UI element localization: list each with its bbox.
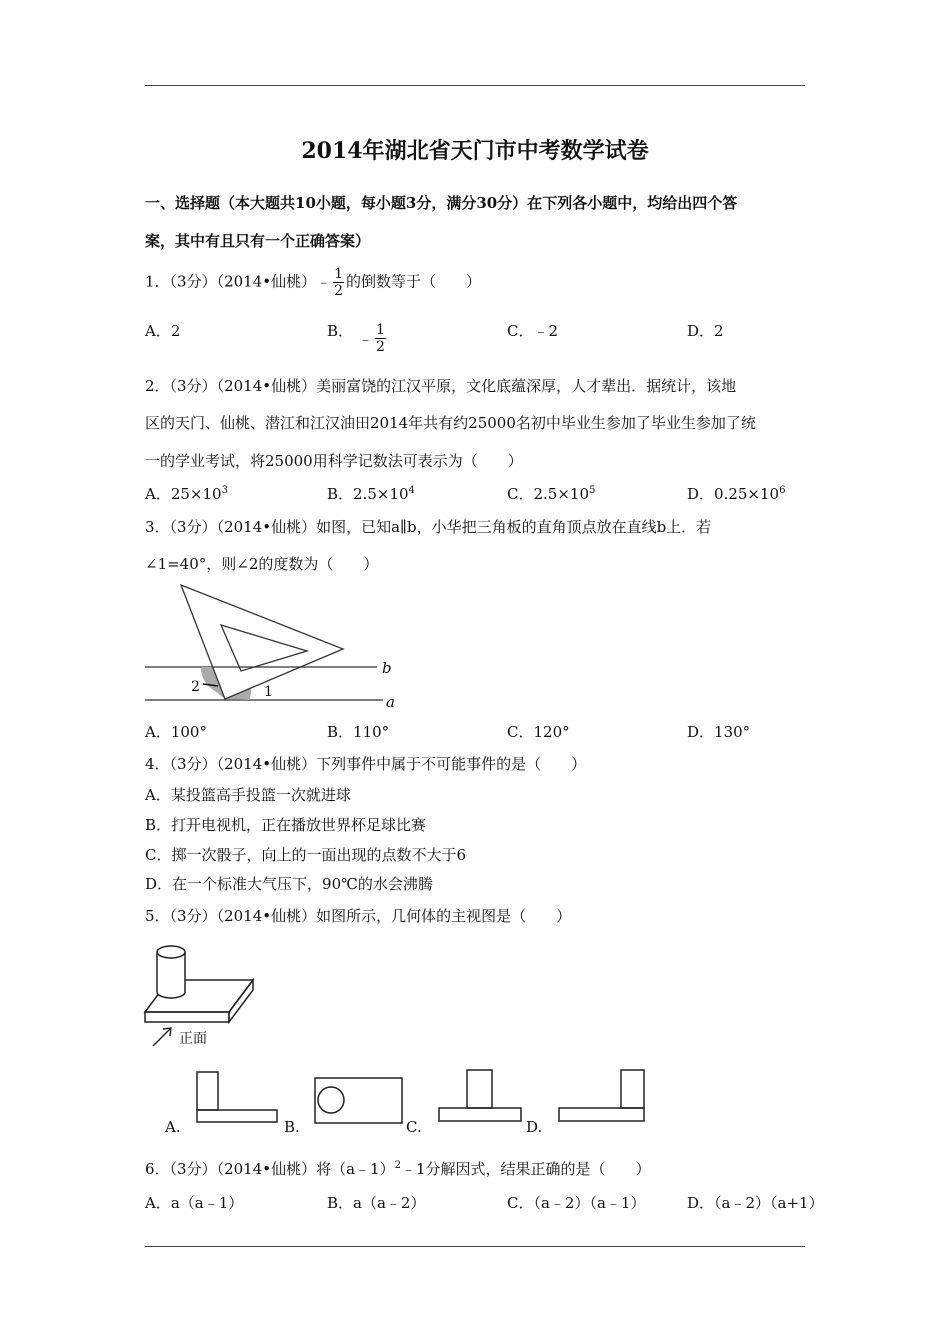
front-arrow — [153, 1028, 171, 1046]
q5-option-b-label: B. — [284, 1118, 300, 1136]
q5-option-a-figure — [195, 1070, 280, 1125]
q2-option-c — [507, 483, 595, 504]
b-base — [315, 1078, 402, 1123]
q2-option-a-base: A．25×10 — [145, 485, 222, 503]
q2-option-b-exp: 4 — [408, 485, 415, 496]
q2-line3: 一的学业考试，将25000用科学记数法可表示为（ ） — [145, 452, 523, 470]
q2-option-a — [145, 483, 228, 504]
q6-option-b: B．a（a﹣2） — [327, 1194, 426, 1212]
front-label: 正面 — [179, 1031, 207, 1047]
q3-figure — [145, 583, 410, 713]
q6-exponent: 2 — [394, 1160, 401, 1171]
q2-option-b-base: B．2.5×10 — [327, 485, 409, 503]
q3-option-b: B．110° — [327, 723, 390, 741]
angle-2-shade — [201, 667, 225, 699]
cylinder-top — [157, 946, 185, 958]
section-heading-line1: 一、选择题（本大题共10小题，每小题3分，满分30分）在下列各小题中，均给出四个答 — [145, 194, 738, 212]
label-a: a — [386, 693, 395, 711]
q1-option-b-fraction — [375, 322, 386, 355]
q2-option-d — [687, 483, 785, 504]
q2-option-d-exp: 6 — [779, 485, 786, 496]
q6-stem — [145, 1158, 651, 1179]
c-base — [439, 1108, 521, 1121]
q3-option-d: D．130° — [687, 723, 751, 741]
q1-fraction-num: 1 — [334, 266, 344, 282]
d-column — [621, 1070, 644, 1108]
b-circle — [318, 1087, 344, 1113]
q1-fraction-den: 2 — [334, 283, 344, 299]
q2-option-a-exp: 3 — [221, 485, 228, 496]
q2-option-d-base: D．0.25×10 — [687, 485, 780, 503]
label-b: b — [382, 659, 392, 677]
q5-option-b-figure — [313, 1076, 405, 1126]
q3-option-a: A．100° — [145, 723, 207, 741]
q1-prefix: 1．（3分）（2014•仙桃）﹣ — [145, 272, 332, 291]
q4-stem: 4．（3分）（2014•仙桃）下列事件中属于不可能事件的是（ ） — [145, 755, 587, 773]
cylinder-body — [157, 952, 185, 998]
base-front-face — [145, 1012, 229, 1022]
q5-option-c-label: C. — [406, 1118, 422, 1136]
q4-option-b: B．打开电视机，正在播放世界杯足球比赛 — [145, 816, 427, 834]
q4-option-d: D．在一个标准大气压下，90℃的水会沸腾 — [145, 875, 433, 893]
q2-line1: 2．（3分）（2014•仙桃）美丽富饶的江汉平原，文化底蕴深厚，人才辈出．据统计，该地 — [145, 377, 737, 395]
label-2: 2 — [191, 679, 200, 695]
q5-option-d-figure — [557, 1068, 647, 1124]
q6-stem-part2: ﹣1分解因式，结果正确的是（ ） — [400, 1160, 651, 1178]
q5-option-c-figure — [437, 1068, 524, 1124]
triangle-ruler-inner — [221, 625, 307, 671]
q6-option-c: C．（a﹣2）（a﹣1） — [507, 1194, 646, 1212]
q1-option-d: D．2 — [687, 322, 724, 340]
section-heading-line2: 案，其中有且只有一个正确答案） — [145, 232, 371, 250]
q1-option-b-den: 2 — [376, 339, 385, 355]
q5-option-a-label: A. — [165, 1118, 181, 1136]
q2-line2: 区的天门、仙桃、潜江和江汉油田2014年共有约25000名初中毕业生参加了毕业生参加了统 — [145, 414, 756, 432]
q1-stem — [145, 266, 481, 299]
q1-option-c: C．﹣2 — [507, 322, 559, 340]
bottom-rule — [145, 1246, 805, 1247]
q1-option-b-value — [358, 322, 388, 355]
top-rule — [145, 85, 805, 86]
q5-solid-figure — [143, 940, 263, 1052]
q1-suffix: 的倒数等于（ ） — [346, 272, 482, 291]
q3-option-c: C．120° — [507, 723, 570, 741]
q2-option-c-exp: 5 — [589, 485, 596, 496]
label-1: 1 — [264, 684, 273, 700]
q2-option-c-base: C．2.5×10 — [507, 485, 589, 503]
q1-option-b-label: B． — [327, 322, 354, 340]
q6-stem-part1: 6．（3分）（2014•仙桃）将（a﹣1） — [145, 1160, 395, 1178]
d-base — [559, 1108, 644, 1121]
q6-option-a: A．a（a﹣1） — [145, 1194, 244, 1212]
q2-option-b — [327, 483, 415, 504]
base-side-face — [229, 980, 253, 1022]
q5-stem: 5．（3分）（2014•仙桃）如图所示，几何体的主视图是（ ） — [145, 907, 572, 925]
q3-line1: 3．（3分）（2014•仙桃）如图，已知a∥b，小华把三角板的直角顶点放在直线b上．若 — [145, 518, 712, 536]
q4-option-c: C．掷一次骰子，向上的一面出现的点数不大于6 — [145, 846, 467, 864]
a-column — [197, 1072, 218, 1110]
q5-option-d-label: D. — [526, 1118, 543, 1136]
q1-option-b-sign: ﹣ — [358, 330, 374, 348]
c-column — [467, 1070, 492, 1108]
q3-line2: ∠1=40°，则∠2的度数为（ ） — [145, 555, 379, 573]
q4-option-a: A．某投篮高手投篮一次就进球 — [145, 786, 351, 804]
q6-option-d: D．（a﹣2）（a+1） — [687, 1194, 824, 1212]
page-title: 2014年湖北省天门市中考数学试卷 — [301, 138, 649, 164]
q1-option-a: A．2 — [145, 322, 181, 340]
a-base — [197, 1110, 277, 1122]
q1-option-b-num: 1 — [376, 322, 385, 338]
q1-fraction — [333, 266, 344, 299]
